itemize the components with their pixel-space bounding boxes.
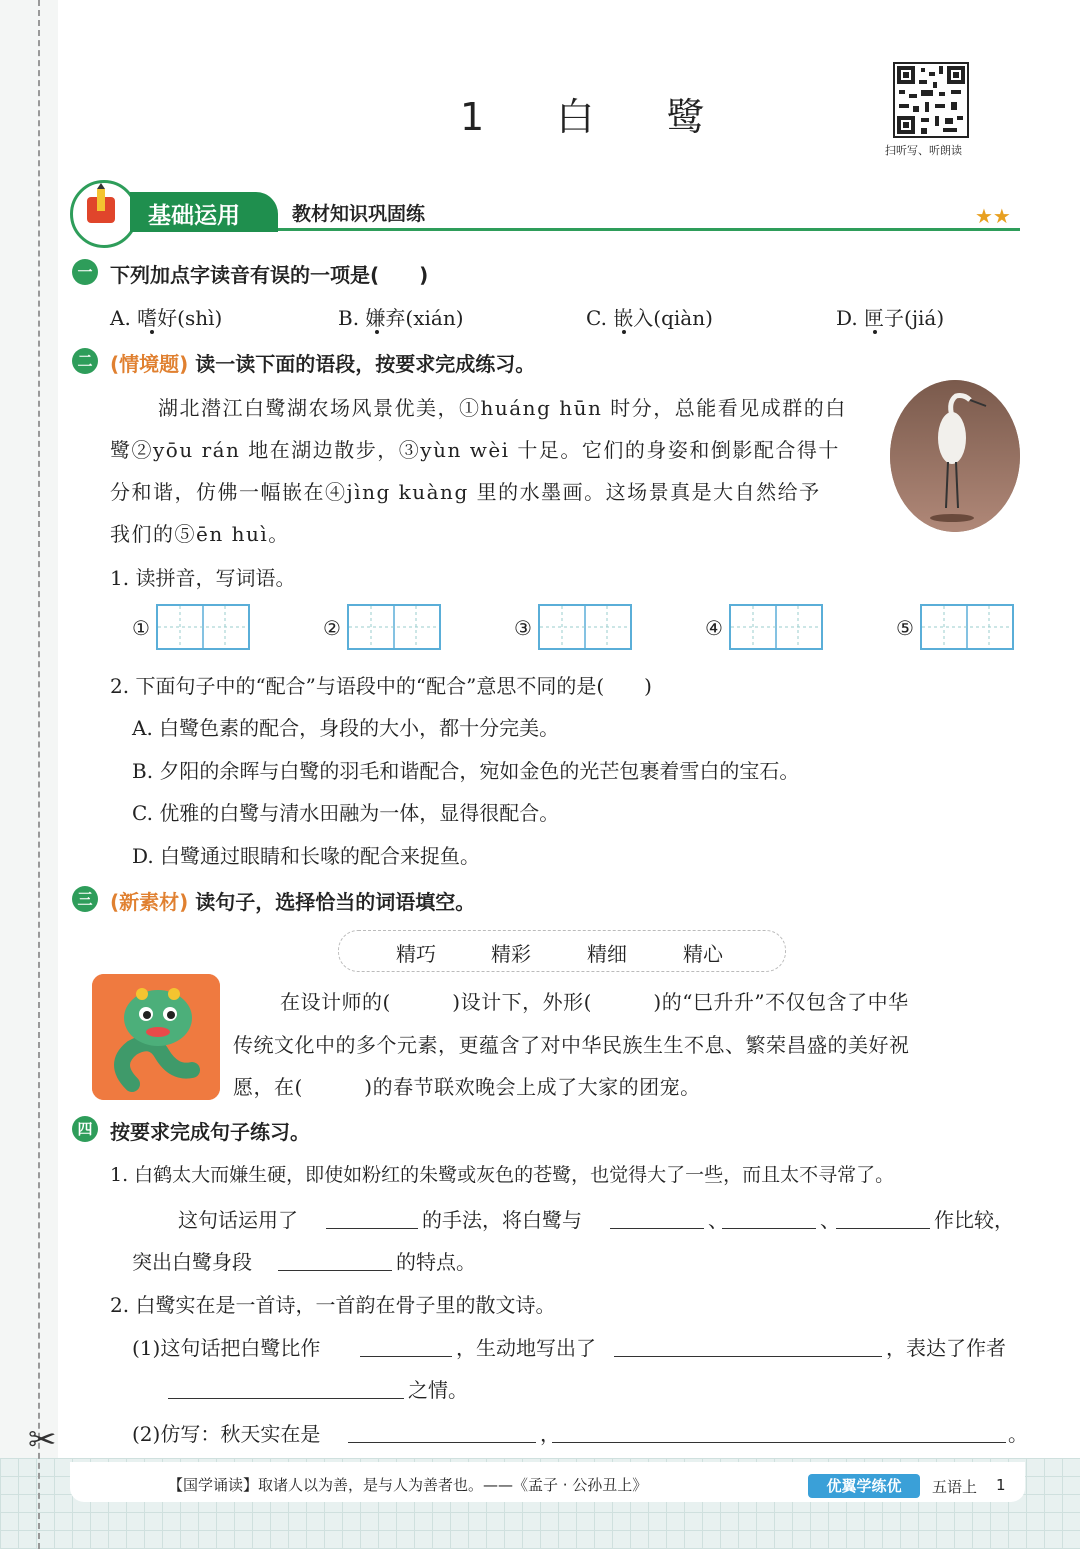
q4-s2-text: (2)仿写：秋天实在是 (132, 1422, 321, 1446)
word-option[interactable]: 精彩 (491, 942, 531, 966)
box-label: ① (132, 616, 150, 640)
answer-blank[interactable] (278, 1270, 392, 1271)
footer-page-number: 1 (996, 1476, 1006, 1494)
q4-sentence-2: 2. 白鹭实在是一首诗，一首韵在骨子里的散文诗。 (110, 1293, 556, 1317)
box-label: ② (323, 616, 341, 640)
answer-blank[interactable] (836, 1228, 930, 1229)
box-label: ⑤ (896, 616, 914, 640)
answer-grid-box[interactable] (729, 604, 823, 650)
answer-blank[interactable] (326, 1228, 418, 1229)
q2-sub1: 1. 读拼音，写词语。 (110, 566, 296, 590)
q4-prompt: 按要求完成句子练习。 (110, 1120, 310, 1144)
q1-badge: 一 (72, 259, 98, 285)
answer-blank[interactable] (610, 1228, 704, 1229)
q3-line: 愿，在( )的春节联欢晚会上成了大家的团宠。 (233, 1075, 701, 1099)
answer-blank[interactable] (168, 1398, 404, 1399)
q2-passage-line: 湖北潜江白鹭湖农场风景优美，①huáng hūn 时分，总能看见成群的白 (158, 396, 847, 420)
q1-option-b[interactable]: B. 嫌弃(xián) (338, 306, 464, 330)
word-option[interactable]: 精心 (683, 942, 723, 966)
footer-quote: 【国学诵读】取诸人以为善，是与人为善者也。——《孟子 · 公孙丑上》 (168, 1476, 648, 1494)
q4-s2-text: 之情。 (408, 1378, 468, 1402)
q4-s1-text: 的手法，将白鹭与 (422, 1208, 582, 1232)
answer-blank[interactable] (722, 1228, 816, 1229)
q2-passage-line: 分和谐，仿佛一幅嵌在④jìng kuàng 里的水墨画。这场景真是大自然给予 (110, 480, 821, 504)
page-title: 1 白 鹭 (460, 95, 735, 139)
emphasis-dot (375, 330, 379, 334)
q2-passage-line: 鹭②yōu rán 地在湖边散步，③yùn wèi 十足。它们的身姿和倒影配合得十 (110, 438, 840, 462)
q2-sub2: 2. 下面句子中的“配合”与语段中的“配合”意思不同的是( ) (110, 674, 652, 698)
q4-s1-text: 作比较， (934, 1208, 1014, 1232)
q2-sub2-option-c[interactable]: C. 优雅的白鹭与清水田融为一体，显得很配合。 (132, 801, 560, 825)
q1-option-a[interactable]: A. 嗜好(shì) (110, 306, 223, 330)
footer-brand: 优翼学练优 (808, 1474, 920, 1498)
q4-badge: 四 (72, 1116, 98, 1142)
answer-blank[interactable] (360, 1356, 452, 1357)
q4-s2-text: (1)这句话把白鹭比作 (132, 1336, 321, 1360)
q1-option-d[interactable]: D. 匣子(jiá) (836, 306, 945, 330)
word-option[interactable]: 精巧 (396, 942, 436, 966)
qr-caption: 扫听写、听朗读 (885, 144, 962, 157)
q4-s2-text: ，生动地写出了 (456, 1336, 596, 1360)
q3-prompt: 读句子，选择恰当的词语填空。 (195, 890, 476, 914)
q2-tag: (情境题) (110, 352, 189, 376)
q2-sub2-option-b[interactable]: B. 夕阳的余晖与白鹭的羽毛和谐配合，宛如金色的光芒包裹着雪白的宝石。 (132, 759, 800, 783)
q3-tag: (新素材) (110, 890, 189, 914)
snake-mascot-image (92, 974, 220, 1100)
q4-s1-text: 突出白鹭身段 (132, 1250, 252, 1274)
section-subtitle: 教材知识巩固练 (292, 203, 426, 225)
q4-s2-text: 。 (1008, 1422, 1028, 1446)
difficulty-stars-icon: ★★ (975, 204, 1011, 228)
q4-s1-sep: 、 (820, 1208, 840, 1232)
section-label: 基础运用 (148, 203, 240, 229)
emphasis-dot (622, 330, 626, 334)
q2-sub2-option-a[interactable]: A. 白鹭色素的配合，身段的大小，都十分完美。 (132, 716, 560, 740)
scissors-icon: ✂ (28, 1420, 57, 1460)
answer-blank[interactable] (614, 1356, 882, 1357)
q3-line: 在设计师的( )设计下，外形( )的“巳升升”不仅包含了中华 (280, 990, 909, 1014)
answer-blank[interactable] (552, 1442, 1006, 1443)
q4-s2-text: ， (540, 1422, 560, 1446)
q2-badge: 二 (72, 348, 98, 374)
q4-sentence-1: 1. 白鹤太大而嫌生硬，即使如粉红的朱鹭或灰色的苍鹭，也觉得大了一些，而且太不寻常了。 (110, 1164, 895, 1186)
footer-grade: 五语上 (932, 1478, 978, 1496)
answer-grid-box[interactable] (538, 604, 632, 650)
answer-grid-box[interactable] (920, 604, 1014, 650)
answer-grid-box[interactable] (156, 604, 250, 650)
emphasis-dot (150, 330, 154, 334)
q1-option-c[interactable]: C. 嵌入(qiàn) (586, 306, 713, 330)
q4-s2-text: ，表达了作者 (886, 1336, 1006, 1360)
q2-passage-line: 我们的⑤ēn huì。 (110, 522, 290, 546)
answer-blank[interactable] (348, 1442, 536, 1443)
word-option[interactable]: 精细 (587, 942, 627, 966)
q3-badge: 三 (72, 886, 98, 912)
emphasis-dot (873, 330, 877, 334)
box-label: ③ (514, 616, 532, 640)
q2-prompt: 读一读下面的语段，按要求完成练习。 (195, 352, 536, 376)
q1-prompt: 下列加点字读音有误的一项是( ) (110, 263, 429, 287)
egret-photo (890, 380, 1020, 532)
answer-grid-box[interactable] (347, 604, 441, 650)
q2-sub2-option-d[interactable]: D. 白鹭通过眼睛和长喙的配合来捉鱼。 (132, 844, 481, 868)
q4-s1-text: 这句话运用了 (178, 1208, 298, 1232)
q4-s1-text: 的特点。 (396, 1250, 476, 1274)
q4-s1-sep: 、 (708, 1208, 728, 1232)
q3-line: 传统文化中的多个元素，更蕴含了对中华民族生生不息、繁荣昌盛的美好祝 (233, 1033, 910, 1057)
cut-line (38, 0, 40, 1549)
qr-code-icon[interactable] (893, 62, 969, 138)
pencil-emblem (70, 180, 138, 248)
box-label: ④ (705, 616, 723, 640)
